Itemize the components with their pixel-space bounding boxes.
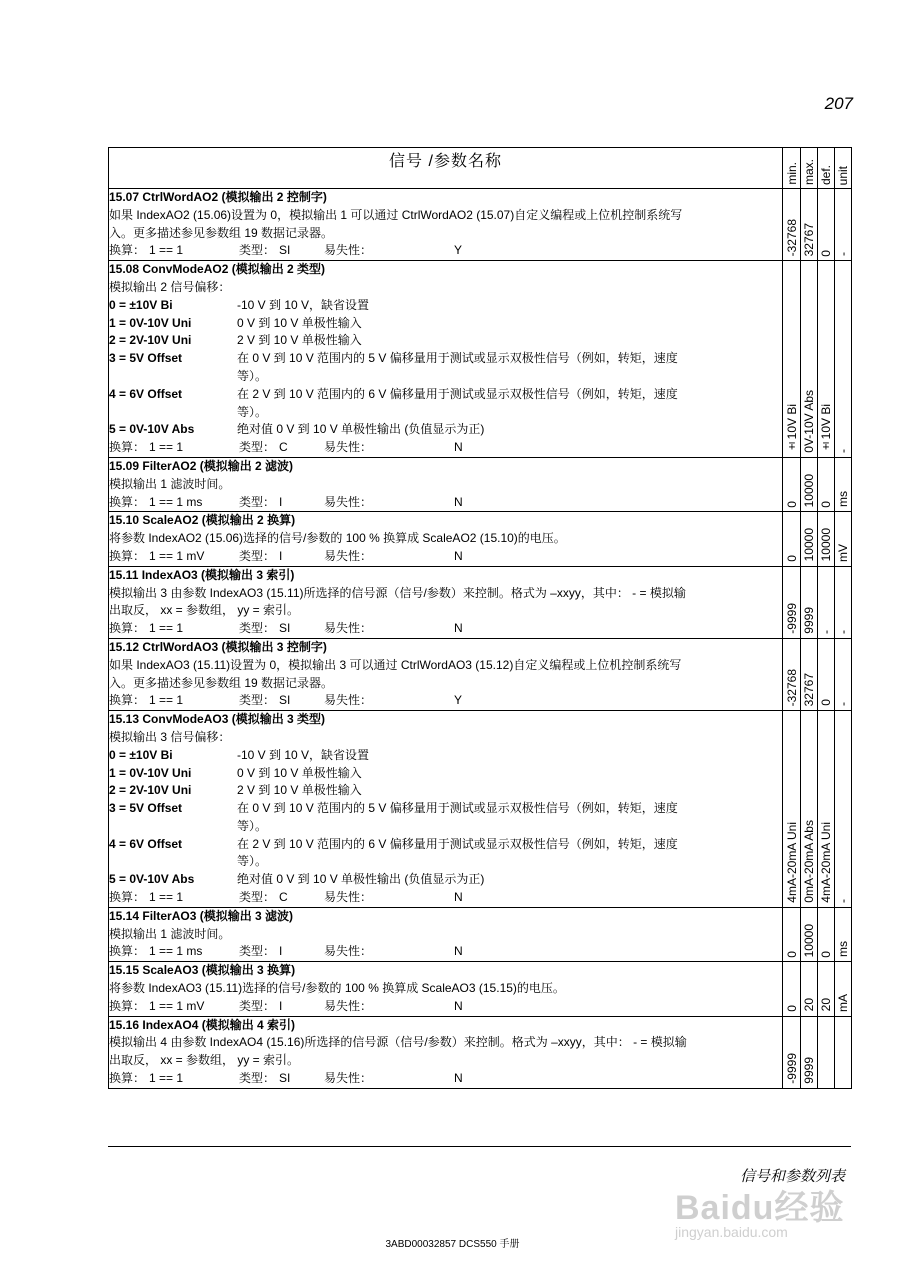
param-description: [109, 261, 783, 458]
param-text-line: 出取反， xx = 参数组， yy = 索引。: [109, 1053, 300, 1068]
option-text: [237, 871, 782, 889]
scale-field: [109, 242, 239, 260]
volatile-field: [324, 692, 454, 710]
cell-unit: [835, 1016, 852, 1088]
volatile-value: N: [454, 621, 463, 636]
cell-min: [783, 261, 801, 458]
cell-min: [783, 189, 801, 261]
table-row: [109, 638, 852, 710]
option-text-line: 绝对值 0 V 到 10 V 单极性输出 (负值显示为正): [237, 872, 485, 887]
option-row: [109, 836, 782, 872]
cell-min: [783, 512, 801, 566]
option-key: 4 = 6V Offset: [109, 836, 183, 851]
table-title: 信号 /参数名称: [109, 148, 783, 189]
table-row: [109, 261, 852, 458]
cell-max: [801, 457, 818, 511]
min-value: -32768: [784, 668, 799, 707]
volatile-field: [324, 548, 454, 566]
option-row: [109, 765, 782, 783]
param-description: [109, 638, 783, 710]
option-text-line: 2 V 到 10 V 单极性输入: [237, 333, 362, 348]
param-name: 15.09 FilterAO2 (模拟输出 2 滤波): [109, 458, 294, 473]
min-value: 0: [784, 950, 799, 958]
cell-def: [818, 566, 835, 638]
col-header-min: min.: [783, 148, 801, 189]
cell-unit: [835, 711, 852, 908]
option-row: [109, 871, 782, 889]
attr-label: 类型：: [239, 944, 276, 959]
option-text: [237, 782, 782, 800]
volatile-value: N: [454, 440, 463, 455]
option-text-line: 在 0 V 到 10 V 范围内的 5 V 偏移量用于测试或显示双极性信号（例如，转矩，速度: [237, 801, 678, 816]
watermark-logo-text: Baidu经验: [675, 1189, 845, 1227]
attr-label: 类型：: [239, 1071, 276, 1086]
min-value: 0: [784, 1004, 799, 1012]
param-description: [109, 512, 783, 566]
type-field: [239, 998, 324, 1016]
attr-value: SI: [279, 693, 291, 708]
cell-max: [801, 189, 818, 261]
type-field: [239, 1070, 324, 1088]
table-row: [109, 566, 852, 638]
attr-value: SI: [279, 621, 291, 636]
param-description: [109, 1016, 783, 1088]
attr-label: 易失性：: [324, 693, 373, 708]
type-field: [239, 692, 324, 710]
attr-label: 易失性：: [324, 440, 373, 455]
option-row: [109, 297, 782, 315]
cell-def: [818, 962, 835, 1016]
cell-unit: [835, 907, 852, 961]
option-row: [109, 782, 782, 800]
def-value: 0: [819, 950, 833, 958]
option-key: 3 = 5V Offset: [109, 801, 183, 816]
option-text: [237, 297, 782, 315]
option-text-line: -10 V 到 10 V，缺省设置: [237, 297, 370, 312]
option-key: 0 = ±10V Bi: [109, 747, 173, 762]
max-value: 9999: [802, 1057, 816, 1084]
cell-def: [818, 512, 835, 566]
page-number: 207: [824, 94, 853, 113]
attr-label: 换算：: [109, 548, 146, 563]
scale-field: [109, 889, 239, 907]
cell-def: [818, 261, 835, 458]
option-text-line: 0 V 到 10 V 单极性输入: [237, 315, 362, 330]
param-name: 15.07 CtrlWordAO2 (模拟输出 2 控制字): [109, 190, 327, 204]
table-row: [109, 457, 852, 511]
cell-def: [818, 1016, 835, 1088]
min-value: -32768: [784, 218, 799, 257]
document-id: 3ABD00032857 DCS550 手册: [385, 1239, 520, 1250]
cell-max: [801, 512, 818, 566]
volatile-value: N: [454, 890, 463, 905]
param-text-line: 模拟输出 1 滤波时间。: [109, 926, 231, 941]
attr-value: 1 == 1: [149, 243, 184, 258]
option-text: [237, 332, 782, 350]
param-name: 15.10 ScaleAO2 (模拟输出 2 换算): [109, 513, 296, 528]
attr-label: 易失性：: [324, 998, 373, 1013]
table-row: [109, 711, 852, 908]
option-text: [237, 350, 782, 386]
attr-label: 换算：: [109, 621, 146, 636]
volatile-field: [324, 998, 454, 1016]
option-key: 5 = 0V-10V Abs: [109, 872, 195, 887]
attr-label: 易失性：: [324, 494, 373, 509]
type-field: [239, 548, 324, 566]
scale-field: [109, 494, 239, 512]
option-row: [109, 350, 782, 386]
cell-unit: [835, 566, 852, 638]
attr-label: 类型：: [239, 440, 276, 455]
param-attributes: [109, 620, 782, 638]
unit-value: -: [836, 898, 850, 903]
def-value: 0: [819, 249, 833, 257]
option-text-line: 等）。: [237, 368, 268, 383]
cell-min: [783, 566, 801, 638]
volatile-field: [324, 242, 454, 260]
cell-unit: [835, 638, 852, 710]
scale-field: [109, 943, 239, 961]
footer-rule: [108, 1146, 851, 1147]
volatile-field: [324, 620, 454, 638]
max-value: 9999: [802, 607, 816, 634]
cell-min: [783, 638, 801, 710]
attr-label: 换算：: [109, 890, 146, 905]
param-attributes: [109, 439, 782, 457]
option-text-line: 在 0 V 到 10 V 范围内的 5 V 偏移量用于测试或显示双极性信号（例如，转矩，速度: [237, 351, 678, 366]
option-text: [237, 836, 782, 872]
option-key: 2 = 2V-10V Uni: [109, 783, 192, 798]
def-value: 4mA-20mA Uni: [819, 822, 833, 903]
min-value: -9999: [784, 1053, 799, 1084]
attr-label: 易失性：: [324, 621, 373, 636]
param-name: 15.11 IndexAO3 (模拟输出 3 索引): [109, 567, 295, 582]
param-name: 15.12 CtrlWordAO3 (模拟输出 3 控制字): [109, 639, 327, 654]
scale-field: [109, 692, 239, 710]
param-text-line: 将参数 IndexAO2 (15.06)选择的信号/参数的 100 % 换算成 ScaleAO2 (15.10)的电压。: [109, 531, 566, 546]
attr-label: 换算：: [109, 998, 146, 1013]
param-description: [109, 711, 783, 908]
option-key: 0 = ±10V Bi: [109, 297, 173, 312]
cell-unit: [835, 261, 852, 458]
param-text-line: 入。更多描述参见参数组 19 数据记录器。: [109, 675, 334, 690]
option-text-line: 等）。: [237, 404, 268, 419]
attr-label: 类型：: [239, 243, 276, 258]
scale-field: [109, 1070, 239, 1088]
option-text: [237, 800, 782, 836]
cell-max: [801, 566, 818, 638]
volatile-value: N: [454, 494, 463, 509]
option-key: 4 = 6V Offset: [109, 386, 183, 401]
attr-value: SI: [279, 243, 291, 258]
max-value: 32767: [802, 672, 816, 707]
col-header-unit: unit: [835, 148, 852, 189]
volatile-value: N: [454, 998, 463, 1013]
option-text: [237, 315, 782, 333]
cell-def: [818, 907, 835, 961]
param-text-line: 模拟输出 3 信号偏移：: [109, 729, 231, 744]
type-field: [239, 943, 324, 961]
max-value: 20: [802, 998, 816, 1012]
param-name: 15.14 FilterAO3 (模拟输出 3 滤波): [109, 908, 294, 923]
attr-value: I: [279, 548, 283, 563]
def-value: 20: [819, 998, 833, 1012]
param-attributes: [109, 242, 782, 260]
unit-value: -: [836, 629, 850, 634]
attr-label: 易失性：: [324, 890, 373, 905]
attr-value: 1 == 1 mV: [149, 998, 205, 1013]
min-value: 0: [784, 555, 799, 562]
option-text: [237, 386, 782, 422]
cell-def: [818, 711, 835, 908]
attr-value: 1 == 1: [149, 1071, 184, 1086]
table-row: [109, 189, 852, 261]
param-description: [109, 457, 783, 511]
cell-min: [783, 907, 801, 961]
type-field: [239, 494, 324, 512]
cell-max: [801, 711, 818, 908]
volatile-field: [324, 943, 454, 961]
cell-def: [818, 457, 835, 511]
cell-unit: [835, 189, 852, 261]
table-row: [109, 1016, 852, 1088]
col-header-max: max.: [801, 148, 818, 189]
attr-label: 易失性：: [324, 944, 373, 959]
attr-label: 易失性：: [324, 1071, 373, 1086]
attr-label: 类型：: [239, 548, 276, 563]
option-key: 1 = 0V-10V Uni: [109, 765, 192, 780]
type-field: [239, 620, 324, 638]
min-value: ±10V Bi: [784, 403, 799, 453]
parameter-table: [108, 147, 852, 1089]
volatile-field: [324, 494, 454, 512]
volatile-field: [324, 889, 454, 907]
volatile-value: Y: [454, 693, 463, 708]
unit-value: ms: [836, 941, 850, 958]
def-value: 10000: [819, 528, 833, 562]
param-name: 15.16 IndexAO4 (模拟输出 4 索引): [109, 1017, 296, 1032]
def-value: 0: [819, 699, 833, 707]
attr-value: I: [279, 998, 283, 1013]
attr-value: 1 == 1: [149, 693, 184, 708]
attr-value: I: [279, 944, 283, 959]
attr-label: 换算：: [109, 944, 146, 959]
table-row: [109, 907, 852, 961]
attr-label: 换算：: [109, 1071, 146, 1086]
table-header-row: [109, 148, 852, 189]
watermark-url: jingyan.baidu.com: [675, 1224, 788, 1240]
attr-label: 换算：: [109, 494, 146, 509]
param-text-line: 如果 IndexAO2 (15.06)设置为 0，模拟输出 1 可以通过 CtrlWordAO2 (15.07)自定义编程或上位机控制系统写: [109, 207, 683, 222]
def-value: 0: [819, 500, 833, 508]
max-value: 32767: [802, 222, 816, 257]
col-header-def: def.: [818, 148, 835, 189]
unit-value: mA: [836, 993, 850, 1012]
param-description: [109, 962, 783, 1016]
max-value: 10000: [802, 923, 816, 958]
attr-label: 类型：: [239, 890, 276, 905]
option-text: [237, 421, 782, 439]
option-key: 3 = 5V Offset: [109, 351, 183, 366]
scale-field: [109, 548, 239, 566]
cell-unit: [835, 457, 852, 511]
param-description: [109, 189, 783, 261]
param-attributes: [109, 943, 782, 961]
option-text-line: 2 V 到 10 V 单极性输入: [237, 783, 362, 798]
attr-value: 1 == 1 mV: [149, 548, 205, 563]
attr-label: 类型：: [239, 693, 276, 708]
param-text-line: 模拟输出 3 由参数 IndexAO3 (15.11)所选择的信号源（信号/参数）来控制。格式为 –xxyy，其中： - = 模拟输: [109, 585, 686, 600]
option-text-line: 等）。: [237, 818, 268, 833]
option-text: [237, 747, 782, 765]
unit-value: -: [836, 252, 850, 257]
cell-min: [783, 1016, 801, 1088]
attr-value: 1 == 1: [149, 440, 184, 455]
cell-unit: [835, 512, 852, 566]
param-text-line: 模拟输出 1 滤波时间。: [109, 476, 231, 491]
option-text-line: 在 2 V 到 10 V 范围内的 6 V 偏移量用于测试或显示双极性信号（例如，转矩，速度: [237, 836, 678, 851]
volatile-value: N: [454, 1071, 463, 1086]
cell-max: [801, 962, 818, 1016]
attr-label: 易失性：: [324, 243, 373, 258]
attr-label: 换算：: [109, 440, 146, 455]
param-attributes: [109, 1070, 782, 1088]
param-text-line: 将参数 IndexAO3 (15.11)选择的信号/参数的 100 % 换算成 ScaleAO3 (15.15)的电压。: [109, 981, 565, 996]
type-field: [239, 889, 324, 907]
option-text-line: 等）。: [237, 854, 268, 869]
param-text-line: 如果 IndexAO3 (15.11)设置为 0，模拟输出 3 可以通过 CtrlWordAO3 (15.12)自定义编程或上位机控制系统写: [109, 657, 682, 672]
min-value: 4mA-20mA Uni: [784, 822, 799, 903]
attr-label: 换算：: [109, 693, 146, 708]
attr-value: 1 == 1 ms: [149, 494, 203, 509]
param-text-line: 出取反， xx = 参数组， yy = 索引。: [109, 603, 300, 618]
param-attributes: [109, 998, 782, 1016]
def-value: ±10V Bi: [819, 403, 833, 453]
volatile-value: Y: [454, 243, 463, 258]
param-text-line: 模拟输出 2 信号偏移：: [109, 279, 231, 294]
unit-value: mV: [836, 543, 850, 562]
option-key: 2 = 2V-10V Uni: [109, 333, 192, 348]
max-value: 0mA-20mA Abs: [802, 820, 816, 903]
attr-label: 换算：: [109, 243, 146, 258]
param-description: [109, 907, 783, 961]
volatile-value: N: [454, 944, 463, 959]
param-name: 15.08 ConvModeAO2 (模拟输出 2 类型): [109, 262, 326, 277]
min-value: 0: [784, 500, 799, 508]
min-value: -9999: [784, 603, 799, 634]
attr-value: 1 == 1: [149, 890, 184, 905]
volatile-field: [324, 439, 454, 457]
volatile-value: N: [454, 548, 463, 563]
attr-value: I: [279, 494, 283, 509]
attr-label: 类型：: [239, 494, 276, 509]
volatile-field: [324, 1070, 454, 1088]
max-value: 0V-10V Abs: [802, 390, 816, 453]
table-row: [109, 962, 852, 1016]
option-row: [109, 332, 782, 350]
type-field: [239, 439, 324, 457]
param-attributes: [109, 494, 782, 512]
cell-max: [801, 638, 818, 710]
option-row: [109, 386, 782, 422]
param-text-line: 入。更多描述参见参数组 19 数据记录器。: [109, 225, 334, 240]
attr-value: SI: [279, 1071, 291, 1086]
scale-field: [109, 439, 239, 457]
option-row: [109, 747, 782, 765]
param-name: 15.13 ConvModeAO3 (模拟输出 3 类型): [109, 712, 326, 727]
scale-field: [109, 620, 239, 638]
attr-value: 1 == 1 ms: [149, 944, 203, 959]
cell-min: [783, 711, 801, 908]
def-value: -: [819, 629, 833, 634]
option-row: [109, 315, 782, 333]
cell-def: [818, 189, 835, 261]
option-key: 5 = 0V-10V Abs: [109, 422, 195, 437]
option-text-line: 0 V 到 10 V 单极性输入: [237, 765, 362, 780]
unit-value: ms: [836, 491, 850, 508]
attr-label: 易失性：: [324, 548, 373, 563]
option-key: 1 = 0V-10V Uni: [109, 315, 192, 330]
type-field: [239, 242, 324, 260]
cell-max: [801, 907, 818, 961]
cell-min: [783, 457, 801, 511]
cell-unit: [835, 962, 852, 1016]
option-text-line: -10 V 到 10 V，缺省设置: [237, 747, 370, 762]
option-row: [109, 800, 782, 836]
option-text-line: 绝对值 0 V 到 10 V 单极性输出 (负值显示为正): [237, 422, 485, 437]
cell-max: [801, 1016, 818, 1088]
cell-min: [783, 962, 801, 1016]
param-text-line: 模拟输出 4 由参数 IndexAO4 (15.16)所选择的信号源（信号/参数）来控制。格式为 –xxyy，其中： - = 模拟输: [109, 1035, 687, 1050]
param-attributes: [109, 548, 782, 566]
scale-field: [109, 998, 239, 1016]
option-text: [237, 765, 782, 783]
section-title: 信号和参数列表: [739, 1168, 845, 1185]
param-description: [109, 566, 783, 638]
attr-value: 1 == 1: [149, 621, 184, 636]
max-value: 10000: [802, 473, 816, 508]
max-value: 10000: [802, 528, 816, 562]
cell-max: [801, 261, 818, 458]
attr-value: C: [279, 440, 288, 455]
param-attributes: [109, 692, 782, 710]
option-row: [109, 421, 782, 439]
unit-value: -: [836, 702, 850, 707]
table-row: [109, 512, 852, 566]
unit-value: -: [836, 448, 850, 453]
attr-label: 类型：: [239, 998, 276, 1013]
cell-def: [818, 638, 835, 710]
attr-value: C: [279, 890, 288, 905]
param-name: 15.15 ScaleAO3 (模拟输出 3 换算): [109, 963, 296, 978]
option-text-line: 在 2 V 到 10 V 范围内的 6 V 偏移量用于测试或显示双极性信号（例如，转矩，速度: [237, 386, 678, 401]
param-attributes: [109, 889, 782, 907]
attr-label: 类型：: [239, 621, 276, 636]
